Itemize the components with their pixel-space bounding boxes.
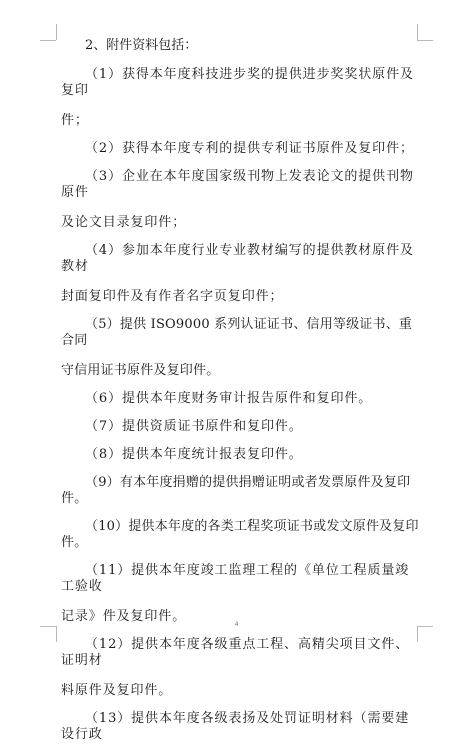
list-item-7: （7）提供资质证书原件和复印件。 xyxy=(85,419,303,434)
list-item-1: （1）获得本年度科技进步奖的提供进步奖奖状原件及复印 件； xyxy=(61,67,414,128)
list-item-11: （11）提供本年度竣工监理工程的《单位工程质量竣工验收 记录》件及复印件。 xyxy=(61,563,410,624)
crop-mark-top-left-h xyxy=(40,40,56,41)
crop-mark-top-left-v xyxy=(56,24,57,40)
list-item-12: （12）提供本年度各级重点工程、高精尖项目文件、证明材 料原件及复印件。 xyxy=(61,637,410,698)
list-item-9: （9）有本年度捐赠的提供捐赠证明或者发票原件及复印件。 xyxy=(61,475,411,506)
document-body xyxy=(61,38,421,755)
list-item-8: （8）提供本年度统计报表复印件。 xyxy=(85,447,303,462)
list-item-10: （10）提供本年度的各类工程奖项证书或发文原件及复印件。 xyxy=(61,519,419,550)
list-item-3: （3）企业在本年度国家级刊物上发表论文的提供刊物原件 及论文目录复印件； xyxy=(61,169,414,230)
crop-mark-bottom-left-v xyxy=(56,626,57,642)
list-item-4: （4）参加本年度行业专业教材编写的提供教材原件及教材 封面复印件及有作者名字页复印件； xyxy=(61,243,414,304)
page-number: 4 xyxy=(234,621,239,628)
list-item-13: （13）提供本年度各级表扬及处罚证明材料（需要建设行政 xyxy=(61,711,410,742)
list-item-2: （2）获得本年度专利的提供专利证书原件及复印件； xyxy=(85,141,414,156)
section-heading: 2、附件资料包括： xyxy=(85,38,198,53)
list-item-6: （6）提供本年度财务审计报告原件和复印件。 xyxy=(85,391,373,406)
list-item-5: （5）提供 ISO9000 系列认证证书、信用等级证书、重合同 守信用证书原件及复印件。 xyxy=(61,317,413,378)
